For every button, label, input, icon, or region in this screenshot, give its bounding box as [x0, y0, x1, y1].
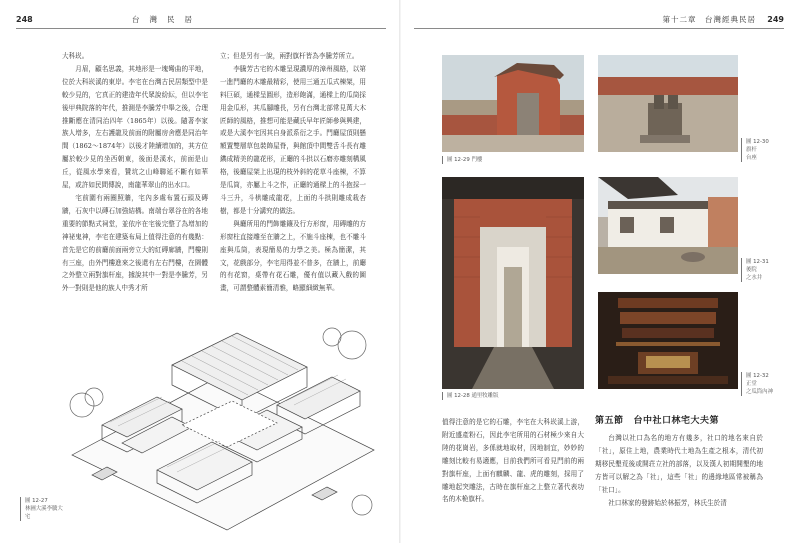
figure-12-29-caption [442, 156, 547, 164]
left-text-column-2 [220, 50, 366, 295]
figure-12-29-photo [442, 55, 584, 152]
right-text-column-1 [442, 416, 584, 506]
figure-number: 圖 12-32 [746, 373, 769, 379]
figure-12-32-caption [741, 372, 788, 396]
figure-12-32-photo [598, 292, 738, 389]
book-title: 台灣民居 [132, 15, 202, 24]
paragraph: 值得注意的是它的石雕，李宅在大科崁溪上游，附近盛產粉石，因此李宅所用的石材極少來自大陸的花崗岩，多係就地取材，因地制宜，妙妙的雕刻比較有易適應，目前我們所可看見門前的兩對旗杆座，上面有麒麟、龍、虎的雕刻，採用了雕地起突雕法，古時在旗杆座之上整立著代表功名的木桅旗杆。 [442, 418, 584, 504]
figure-12-28-photo [442, 177, 584, 389]
figure-12-30-photo [598, 55, 738, 152]
right-running-header [414, 12, 784, 29]
paragraph: 宅前圍有兩圈照牆，宅內多處布置石頭及磚牆，石灰中以磚石加強結構。南端台翠谷在的各地重要的節點式祠堂，並依序在宅後完整了為增加的神祕鬼神，李宅在建築布局上值得注意的有幾點：首先是它的前廳前面兩旁立大的紅磚廊牆，門樓則有三座，由外門樓進來之後還有左右門樓，在園體之外整立兩對旗杆座，據說其中一對是李騰芳，另外一對則是他的族人中秀才所 [62, 193, 208, 293]
left-text-column-1 [62, 50, 208, 295]
figure-12-31-photo [598, 177, 738, 274]
figure-label: 門樓 [471, 157, 483, 163]
paragraph: 社口林家的發跡始於林振芳，林氏生於清 [608, 498, 727, 507]
figure-12-27-line-drawing [62, 305, 384, 537]
figure-number: 圖 12-28 [447, 393, 470, 399]
paragraph: 立；但是另有一說，兩對旗杆皆為李騰芳所立。 [220, 52, 359, 60]
figure-label-line2: 之水井 [746, 275, 763, 281]
figure-label-line2: 之瓜筒內神 [746, 389, 773, 395]
paragraph: 台灣以社口為名的地方有幾多，社口的地名來自於「社」，原住上地，農業時代土地為生產之根本，清代初期移民墾荒後或開荘立社的部落，以及漢人初期開墾的地方皆可以解之為「社」，這些「社」的邊緣地區常被稱為「社口」。 [595, 434, 763, 494]
section-number: 第五節 [595, 416, 624, 426]
right-text-column-2 [595, 432, 763, 509]
figure-label: 正堂 [746, 381, 757, 387]
figure-label: 後院 [746, 267, 757, 273]
paragraph: 與廳所用的門飾雕鑲及行方形窗，用磚雕的方形窗柱直接雕至在牆之上，不施斗座棟，也不雕斗座與瓜筒，表現簡易的力學之美。極為簡潔，其文，花戲部分，李宅用得並不普多，在牆上，前廳的有花窗，桌帶有花石雕，優有值以藏入戲的圖畫，可謂整體素簡清雅，略顯細緻無華。 [220, 219, 366, 293]
figure-number: 圖 12-31 [746, 259, 769, 265]
left-page-number: 248 [16, 15, 33, 24]
section-title: 台中社口林宅大夫第 [633, 416, 720, 426]
figure-number: 圖 12-27 [25, 498, 48, 504]
paragraph: 月眉，顧名思義，其地形是一塊彎曲的平地，位於大科崁溪的東岸。李宅在台灣古民居類型中是較少見的，它真正的建造年代眾說紛紜，但以李宅後甲典院落的年代，推測是李騰芳中舉之後，合理推斷應在清同治四年（1865年）以後。隨著李家族人增多，左右護龍及前面的附屬房舍應是同治年間（1862～1874年）以後才陸續增加的，其方位屬於較少見的坐西朝東，後面是溪水，前面是山丘，從風水學來看，贊坑之山峰聯延不斷有如華屋，或許如民間傳說，南龍華翠山的出水口。 [62, 64, 208, 190]
figure-number: 圖 12-30 [746, 139, 769, 145]
figure-12-31-caption [741, 258, 786, 282]
right-page-number: 249 [767, 15, 784, 24]
figure-label: 通里牧雕版 [471, 393, 499, 399]
paragraph: 大科崁。 [62, 52, 89, 60]
figure-label: 林圃大溪李騰大宅 [25, 506, 63, 520]
paragraph: 李騰芳古宅的木雕呈現濃厚的漳州風格，以第一進門廳的木雕最精彩，使用三通五瓜式棟架，用料巨碩，通樑呈圓形，造形飽滿，通樑上的瓜筒採用金瓜形，其瓜腳雕長，另有台灣北部常見萬大木匠師的風格，推想可能是藏氏早年匠師參與興建，或是大溪李宅因其自身派系衍之手。門廳屋頂則懸額置雙層草包裝飾屋脊，與館頂中間雙舌斗長有雕鐫成精美的龍花形，正廳的斗拱以石磨亦雕刻構風格，後廳屋架上出現的枝外斜的花草斗座棟，不算是瓜筒，亦屬上斗之作，正廳的通樑上的斗抱採一斗三升，斗栱雕成龍花，上面的斗拱則雕成栽杏樹，都是十分講究的做法。 [220, 64, 366, 215]
section-heading [595, 413, 784, 426]
figure-label: 旗杆 [746, 147, 757, 153]
figure-12-30-caption [741, 138, 786, 162]
figure-number: 圖 12-29 [447, 157, 470, 163]
residence-axonometric-drawing [62, 305, 384, 537]
page-gutter [399, 0, 401, 543]
figure-12-27-caption [20, 497, 63, 521]
chapter-title: 第十二章 台灣經典民居 [662, 15, 756, 24]
left-running-header [16, 12, 386, 29]
figure-label-line2: 台座 [746, 155, 757, 161]
figure-12-28-caption [442, 392, 547, 400]
